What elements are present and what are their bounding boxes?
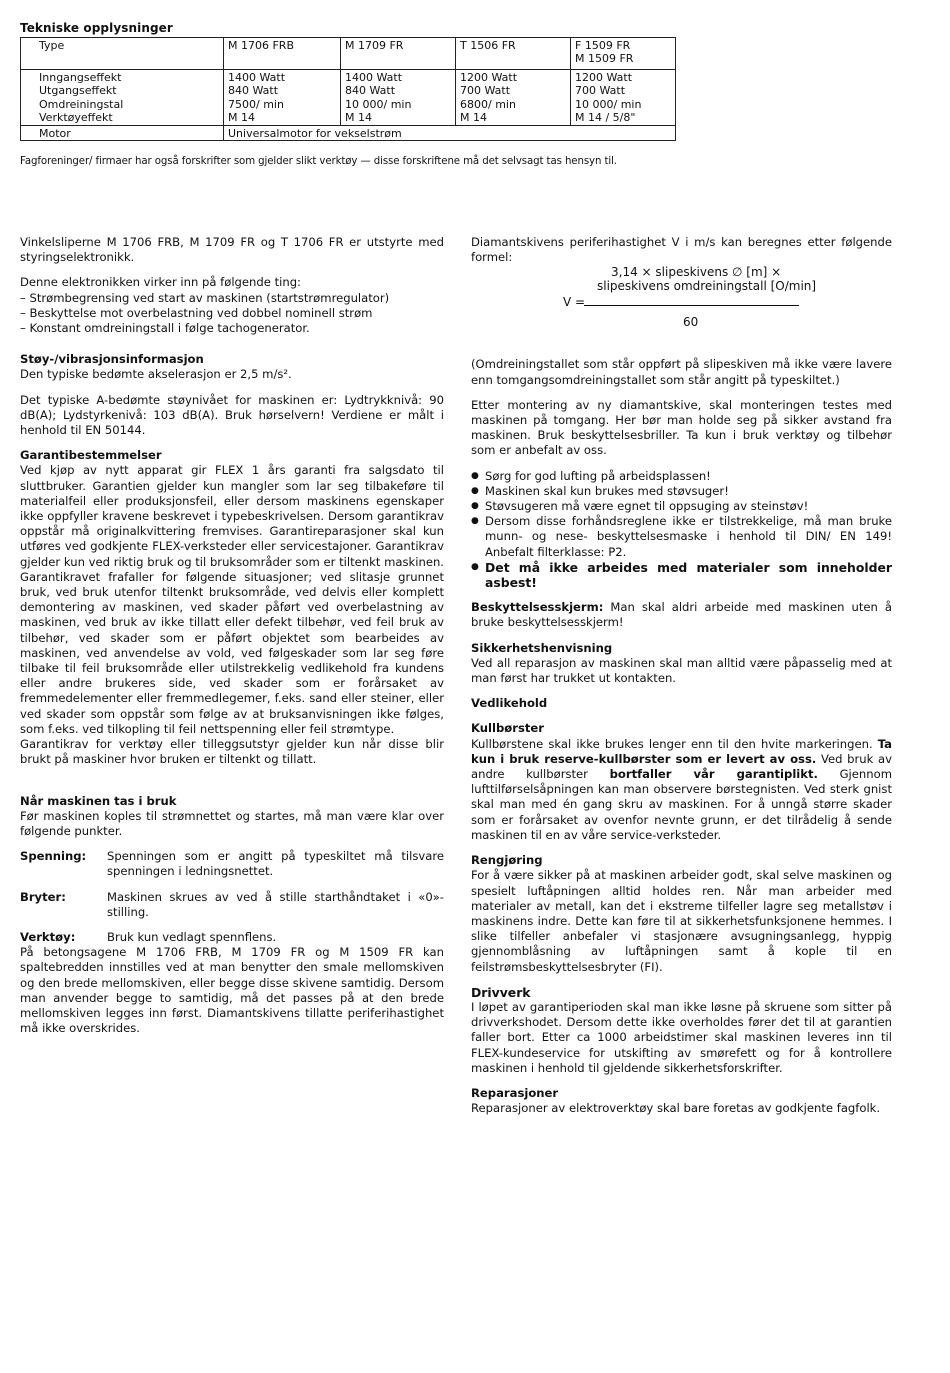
formula-intro: Diamantskivens periferihastighet V i m/s kan beregnes etter følgende formel: xyxy=(471,235,892,265)
noise-text: Den typiske bedømte akselerasjon er 2,5 m/s². xyxy=(20,367,292,382)
left-column xyxy=(20,235,444,1036)
model-cell: M 1706 FRB xyxy=(224,38,341,70)
list-item: – Konstant omdreiningstall i følge tachogenerator. xyxy=(20,321,310,336)
shield-paragraph xyxy=(471,600,892,630)
fraction-bar xyxy=(584,305,799,306)
warranty-text: Ved kjøp av nytt apparat gir FLEX 1 års garanti fra salgsdato til sluttbruker. Garantien gjelder kun mangler som lar seg tilbakeføre til materialfeil eller produksjonsfeil, eller dersom maskinens egenskaper ikke oppfyller kravene beskrevet i typebeskrivelsen. Dersom garantikrav oppstår må originalkvittering fremvises. Garantireparasjoner skal kun utføres ved godkjente FLEX-verksteder eller servicestajoner. Garantikrav gjelder kun ved riktig bruk og til bruksområder som er tiltenkt maskinen. Garantikravet frafaller for følgende situasjoner; ved slitasje grunnet bruk, ved bruk utenfor tiltenkt bruksområde, ved delvis eller komplett demontering av maskinen, ved skader påført ved overbelastning av maskinen, ved bruk av ikke tillatt eller defekt tilbehør, ved feil bruk av tilbehør, ved skader som er påført objektet som bearbeides av maskinen, ved anvendelse av vold, ved følgeskader som lar seg føre tilbake til feil bruksområde eller utilstrekkelig vedlikehold fra kundens eller andre brukeres side, ved skader som er forårsaket av fremmedelementer eller fremmedlegemer, f.eks. sand eller steiner, eller ved skader som oppstår som følge av at bruksanvisningen ikke følges, som f.eks. ved tilkopling til feil nettspenning eller feil strømtype. xyxy=(20,463,444,736)
maintenance-heading: Vedlikehold xyxy=(471,696,548,711)
table-row xyxy=(21,70,676,126)
right-column xyxy=(471,235,892,1116)
gear-heading: Drivverk xyxy=(471,984,531,1000)
electronics-intro: Denne elektronikken virker inn på følgende ting: xyxy=(20,275,301,290)
gear-text: I løpet av garantiperioden skal man ikke løsne på skruene som sitter på drivverkshodet. Dersom dette ikke overholdes fører det til at garantien faller bort. Etter ca 1000 arbeidstimer skal maskinen leveres inn til FLEX-kundeservice for utskifting av smørefett og for å kontrollere maskinen i henhold til gjeldende sikkerhetsforskrifter. xyxy=(471,999,892,1075)
list-item: – Strømbegrensing ved start av maskinen (startstrømregulator) xyxy=(20,290,390,305)
definition-term: Bryter: xyxy=(20,889,66,904)
mount-text: Etter montering av ny diamantskive, skal monteringen testes med maskinen på tomgang. Her bør man holde seg på sikker avstand fra maskinen. Bruk beskyttelsesbriller. Ta kun i bruk verktøy og tilbehør som er anbefalt av oss. xyxy=(471,397,892,458)
model-cell: T 1506 FR xyxy=(456,38,571,70)
use-heading: Når maskinen tas i bruk xyxy=(20,793,177,808)
repair-heading: Reparasjoner xyxy=(471,1085,559,1100)
bryter-item xyxy=(20,890,444,920)
list-item: ● Sørg for god lufting på arbeidsplassen! xyxy=(471,469,892,484)
brush-text-part: Ved bruk av andre kullbørster xyxy=(471,751,892,782)
model-cell: M 1709 FR xyxy=(341,38,456,70)
list-item: ● Støvsugeren må være egnet til oppsuging av steinstøv! xyxy=(471,499,892,514)
motor-value: Universalmotor for vekselstrøm xyxy=(224,125,676,140)
row-labels: Inngangseffekt Utgangseffekt Omdreiningstal Verktøyeffekt xyxy=(21,70,224,126)
brush-heading: Kullbørster xyxy=(471,721,544,736)
verktoy-item xyxy=(20,930,444,945)
brush-text xyxy=(471,737,892,843)
speed-formula xyxy=(471,265,892,357)
table-row xyxy=(21,38,676,70)
use-text: Før maskinen koples til strømnettet og startes, må man være klar over følgende punkter. xyxy=(20,808,444,838)
cleaning-heading: Rengjøring xyxy=(471,853,543,868)
warranty-heading: Garantibestemmelser xyxy=(20,448,162,463)
value-cell: 1200 Watt 700 Watt 10 000/ min M 14 / 5/8" xyxy=(571,70,676,126)
brush-bold-part: Ta kun i bruk reserve-kullbørster som er levert av oss. xyxy=(471,736,893,766)
warranty-text: Garantikrav for verktøy eller tilleggsutstyr gjelder kun når disse blir brukt på maskiner hvor bruken er tiltenkt og tillatt. xyxy=(20,737,444,767)
tech-note: Fagforeninger/ firmaer har også forskrifter som gjelder slikt verktøy — disse forskriftene må det selvsagt tas hensyn til. xyxy=(20,156,617,167)
list-item: – Beskyttelse mot overbelastning ved dobbel nominell strøm xyxy=(20,305,373,320)
betong-text: På betongsagene M 1706 FRB, M 1709 FR og M 1509 FR kan spaltebredden innstilles ved at man benytter den smale mellomskiven og den brede mellomskiven, eller begge disse skivene samtidig. Dersom man anvender begge to samtidig, må det passes på at den brede mellomskiven legges inn først. Diamantskivens tillatte periferihastighet må ikke overskrides. xyxy=(20,945,444,1036)
list-item: ● Maskinen skal kun brukes med støvsuger! xyxy=(471,484,892,499)
motor-label: Motor xyxy=(21,125,224,140)
cleaning-text: For å være sikker på at maskinen arbeider godt, skal selve maskinen og spesielt luftåpningen alltid holdes ren. Når man arbeider med materialer av metall, kan det i ekstreme tilfeller lagre seg metallstøv i maskinens indre. Dette kan føre til at sikkerhetsfunksjonene hemmes. I slike tilfeller anbefaler vi stasjonære avsugningsanlegg, hyppig gjennomblåsning av luftåpningen samt å kople til en feilstrømsbeskyttelsesbryter (FI). xyxy=(471,868,892,974)
asbestos-warning: ● Det må ikke arbeides med materialer som inneholder asbest! xyxy=(471,560,892,590)
noise-text: Det typiske A-bedømte støynivået for maskinen er: Lydtrykknivå: 90 dB(A); Lydstyrkenivå: 103 dB(A). Bruk hørselvern! Verdiene er målt i henhold til EN 50144. xyxy=(20,392,444,438)
formula-v: V = xyxy=(563,295,586,310)
brush-text-part: Kullbørstene skal ikke brukes lenger enn til den hvite markeringen. xyxy=(471,736,873,751)
brush-bold-part: bortfaller vår garantiplikt. xyxy=(609,767,818,782)
value-cell: 1400 Watt 840 Watt 10 000/ min M 14 xyxy=(341,70,456,126)
value-cell: 1200 Watt 700 Watt 6800/ min M 14 xyxy=(456,70,571,126)
safety-text: Ved all reparasjon av maskinen skal man alltid være påpasselig med at man først har trukket ut kontakten. xyxy=(471,655,892,686)
definition-term: Spenning: xyxy=(20,849,87,864)
safety-heading: Sikkerhetshenvisning xyxy=(471,640,613,655)
spenning-item xyxy=(20,849,444,879)
definition-text: Bruk kun vedlagt spennflens. xyxy=(107,929,277,944)
repair-text: Reparasjoner av elektroverktøy skal bare foretas av godkjente fagfolk. xyxy=(471,1101,881,1116)
intro-text: Vinkelsliperne M 1706 FRB, M 1709 FR og T 1706 FR er utstyrte med styringselektronikk. xyxy=(20,235,444,265)
model-cell: F 1509 FR M 1509 FR xyxy=(571,38,676,70)
list-item: ● Dersom disse forhåndsreglene ikke er tilstrekkelige, må man bruke munn- og nese- beskyttelsesmaske i henhold til DIN/ EN 149! Anbefalt filterklasse: P2. xyxy=(471,514,892,560)
safety-bullets xyxy=(471,469,892,591)
formula-note: (Omdreiningstallet som står oppført på slipeskiven må ikke være lavere enn tomgangsomdreiningstallet som står angitt på typeskiltet.) xyxy=(471,357,892,387)
brush-text-part: Gjennom lufttilførselsåpningen kan man observere børstegnisten. Ved sterk gnist skal man med én gang skru av maskinen. For å unngå større skader som er forårsaket av ovenfor nevnte grunn, er det tilrådelig å sende maskinen til en av våre service-verksteder. xyxy=(471,767,892,842)
value-cell: 1400 Watt 840 Watt 7500/ min M 14 xyxy=(224,70,341,126)
shield-text: Man skal aldri arbeide med maskinen uten å bruke beskyttelsesskjerm! xyxy=(471,600,892,630)
noise-heading: Støy-/vibrasjonsinformasjon xyxy=(20,352,204,367)
tech-table xyxy=(20,37,676,141)
definition-term: Verktøy: xyxy=(20,929,76,944)
definition-text: Maskinen skrues av ved å stille starthåndtaket i «0»-stilling. xyxy=(107,889,444,919)
electronics-list xyxy=(20,291,444,337)
formula-numerator-2: slipeskivens omdreiningstall [O/min] xyxy=(597,279,817,294)
definition-text: Spenningen som er angitt på typeskiltet må tilsvare spenningen i ledningsnettet. xyxy=(107,849,444,879)
shield-term: Beskyttelsesskjerm: xyxy=(471,600,604,615)
formula-numerator-1: 3,14 × slipeskivens ∅ [m] × xyxy=(611,265,782,280)
table-row xyxy=(21,125,676,140)
type-label: Type xyxy=(21,38,224,70)
tech-title: Tekniske opplysninger xyxy=(20,21,173,35)
formula-denominator: 60 xyxy=(683,315,699,330)
